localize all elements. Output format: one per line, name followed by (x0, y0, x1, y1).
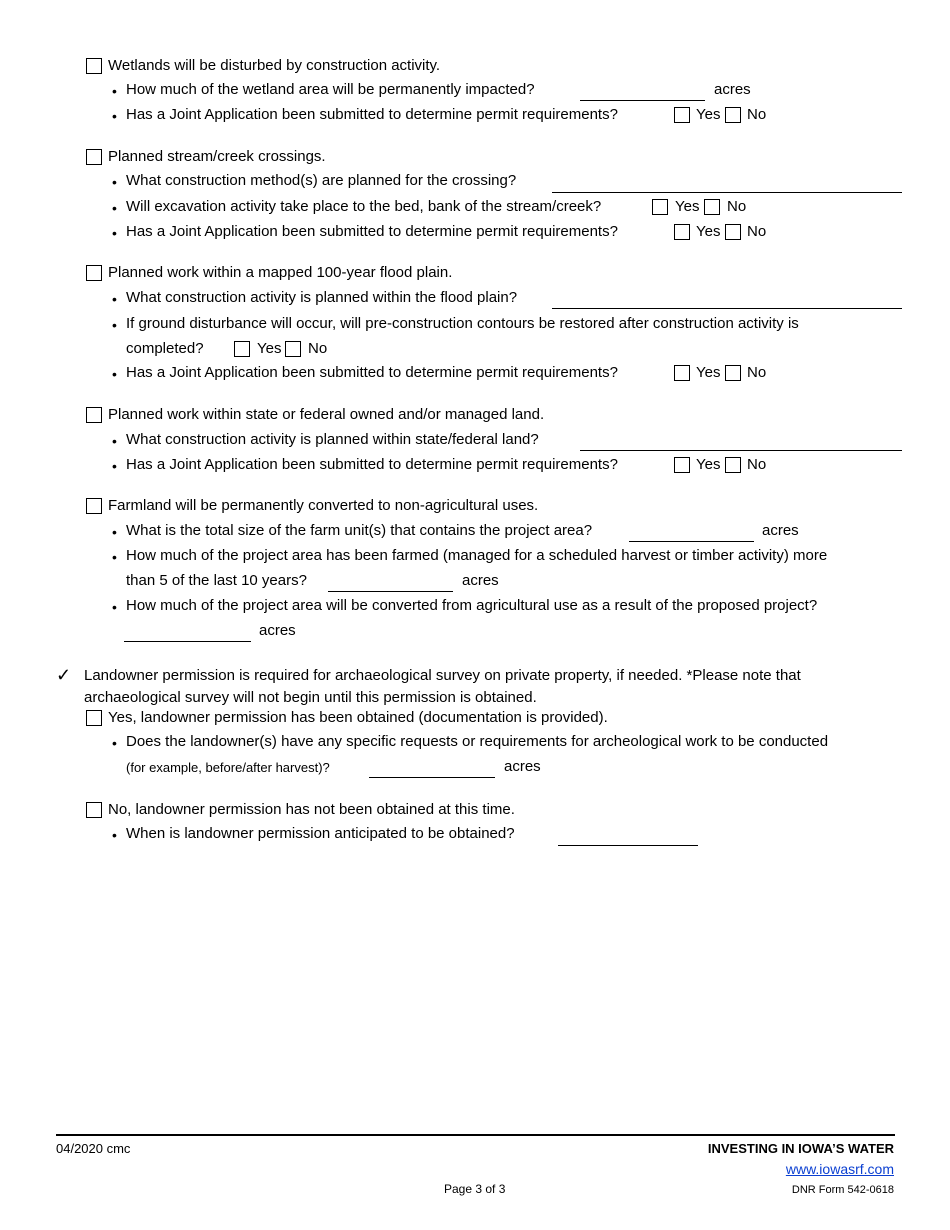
yes-label: Yes (257, 340, 282, 357)
footer-url-link[interactable]: www.iowasrf.com (785, 1161, 894, 1177)
stream-joint-yes-checkbox[interactable] (674, 224, 690, 240)
bullet: • (112, 524, 117, 540)
stream-q1: What construction method(s) are planned for the crossing? (126, 172, 517, 189)
farmland-label: Farmland will be permanently converted to non-agricultural uses. (108, 497, 539, 514)
farmland-q2-line2: than 5 of the last 10 years? (126, 572, 307, 589)
landowner-note-line1: Landowner permission is required for archaeological survey on private property, if needed. *Please note that (84, 667, 801, 684)
footer-form-number: DNR Form 542-0618 (791, 1184, 894, 1196)
bullet: • (112, 317, 117, 333)
yes-label: Yes (696, 456, 721, 473)
flood-checkbox[interactable] (86, 265, 102, 281)
landowner-requests-input[interactable] (369, 777, 495, 778)
wetlands-acres-input[interactable] (580, 100, 705, 101)
no-label: No (747, 456, 767, 473)
bullet: • (112, 458, 117, 474)
stream-excavation-no-checkbox[interactable] (704, 199, 720, 215)
landowner-no-q: When is landowner permission anticipated to be obtained? (126, 825, 515, 842)
yes-label: Yes (696, 106, 721, 123)
flood-contours-yes-checkbox[interactable] (234, 341, 250, 357)
state-land-label: Planned work within state or federal owned and/or managed land. (108, 406, 545, 423)
yes-label: Yes (696, 223, 721, 240)
state-land-q2: Has a Joint Application been submitted to determine permit requirements? (126, 456, 618, 473)
wetlands-q2: Has a Joint Application been submitted to determine permit requirements? (126, 106, 618, 123)
yes-label: Yes (696, 364, 721, 381)
farmland-q1: What is the total size of the farm unit(s) that contains the project area? (126, 522, 593, 539)
wetlands-no-checkbox[interactable] (725, 107, 741, 123)
farmland-checkbox[interactable] (86, 498, 102, 514)
flood-joint-no-checkbox[interactable] (725, 365, 741, 381)
stream-method-input[interactable] (552, 192, 902, 193)
state-land-checkbox[interactable] (86, 407, 102, 423)
bullet: • (112, 433, 117, 449)
flood-activity-input[interactable] (552, 308, 902, 309)
yes-label: Yes (675, 198, 700, 215)
no-label: No (747, 106, 767, 123)
no-label: No (747, 223, 767, 240)
flood-q2-line1: If ground disturbance will occur, will pre-construction contours be restored after construction activity is (126, 315, 799, 332)
bullet: • (112, 108, 117, 124)
landowner-note-line2: archaeological survey will not begin until this permission is obtained. (84, 689, 537, 706)
flood-q1: What construction activity is planned within the flood plain? (126, 289, 518, 306)
farm-size-input[interactable] (629, 541, 754, 542)
permission-date-input[interactable] (558, 845, 698, 846)
acres-unit: acres (462, 572, 499, 589)
landowner-no-label: No, landowner permission has not been obtained at this time. (108, 801, 515, 818)
no-label: No (308, 340, 328, 357)
farmland-q2-line1: How much of the project area has been farmed (managed for a scheduled harvest or timber activity) more (126, 547, 828, 564)
acres-unit: acres (762, 522, 799, 539)
converted-acres-input[interactable] (124, 641, 251, 642)
flood-q2-line2: completed? (126, 340, 204, 357)
bullet: • (112, 827, 117, 843)
stream-q2: Will excavation activity take place to the bed, bank of the stream/creek? (126, 198, 602, 215)
bullet: • (112, 291, 117, 307)
state-land-yes-checkbox[interactable] (674, 457, 690, 473)
landowner-yes-q-line1: Does the landowner(s) have any specific requests or requirements for archeological work to be conducted (126, 733, 829, 750)
state-land-no-checkbox[interactable] (725, 457, 741, 473)
landowner-yes-label: Yes, landowner permission has been obtained (documentation is provided). (108, 709, 608, 726)
wetlands-checkbox[interactable] (86, 58, 102, 74)
acres-unit: acres (714, 81, 751, 98)
landowner-yes-q-line2: (for example, before/after harvest)? (126, 760, 330, 775)
acres-unit: acres (504, 758, 541, 775)
wetlands-q1: How much of the wetland area will be permanently impacted? (126, 81, 535, 98)
footer-date: 04/2020 cmc (56, 1141, 131, 1156)
farmland-q3: How much of the project area will be converted from agricultural use as a result of the proposed project? (126, 597, 818, 614)
check-mark-icon: ✓ (56, 665, 72, 685)
flood-label: Planned work within a mapped 100-year flood plain. (108, 264, 453, 281)
flood-contours-no-checkbox[interactable] (285, 341, 301, 357)
bullet: • (112, 225, 117, 241)
flood-joint-yes-checkbox[interactable] (674, 365, 690, 381)
bullet: • (112, 200, 117, 216)
bullet: • (112, 174, 117, 190)
footer-page-number: Page 3 of 3 (444, 1182, 506, 1196)
landowner-yes-checkbox[interactable] (86, 710, 102, 726)
landowner-no-checkbox[interactable] (86, 802, 102, 818)
no-label: No (747, 364, 767, 381)
flood-q3: Has a Joint Application been submitted to determine permit requirements? (126, 364, 618, 381)
stream-label: Planned stream/creek crossings. (108, 148, 326, 165)
bullet: • (112, 599, 117, 615)
stream-excavation-yes-checkbox[interactable] (652, 199, 668, 215)
farmed-acres-input[interactable] (328, 591, 453, 592)
no-label: No (727, 198, 747, 215)
bullet: • (112, 549, 117, 565)
wetlands-label: Wetlands will be disturbed by construction activity. (108, 57, 441, 74)
stream-q3: Has a Joint Application been submitted to determine permit requirements? (126, 223, 618, 240)
stream-checkbox[interactable] (86, 149, 102, 165)
bullet: • (112, 83, 117, 99)
state-land-activity-input[interactable] (580, 450, 902, 451)
bullet: • (112, 735, 117, 751)
stream-joint-no-checkbox[interactable] (725, 224, 741, 240)
wetlands-yes-checkbox[interactable] (674, 107, 690, 123)
footer-rule (56, 1134, 895, 1136)
state-land-q1: What construction activity is planned within state/federal land? (126, 431, 539, 448)
footer-tagline: INVESTING IN IOWA’S WATER (707, 1141, 894, 1156)
acres-unit: acres (259, 622, 296, 639)
bullet: • (112, 366, 117, 382)
